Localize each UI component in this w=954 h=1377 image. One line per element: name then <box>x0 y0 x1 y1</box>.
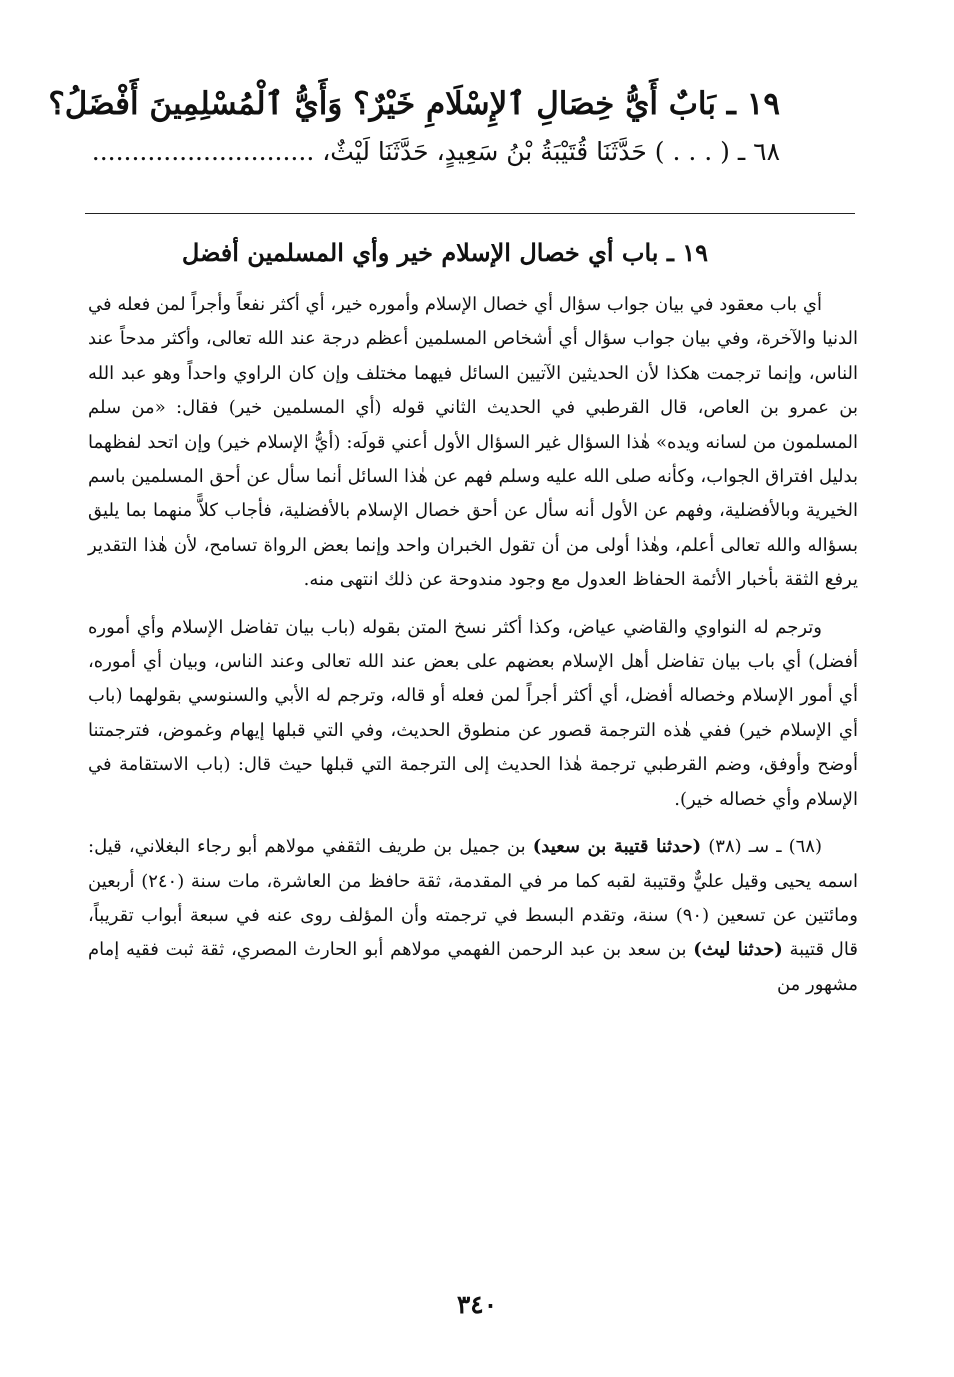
chapter-heading: ١٩ ـ بَابٌ أَيُّ خِصَالِ ٱلإِسْلَامِ خَيْرٌ؟ وَأَيُّ ٱلْمُسْلِمِينَ أَفْضَلُ؟ <box>48 86 780 122</box>
narrator-qutaybah: (حدثنا قتيبة بن سعيد) <box>532 836 702 858</box>
hadith-chain-line: ٦٨ ـ ( . . . ) حَدَّثَنَا قُتَيْبَةُ بْنُ سَعِيدٍ، حَدَّثَنَا لَيْثٌ، ............................ <box>91 137 780 166</box>
hadith-text-block <box>48 78 780 174</box>
narrator-layth-bio: بن سعد بن عبد الرحمن الفهمي مولاهم أبو الحارث المصري، ثقة ثبت فقيه إمام مشهور من <box>88 939 858 995</box>
commentary-paragraph-1: أي باب معقود في بيان جواب سؤال أي خصال الإسلام وأموره خير، أي أكثر نفعاً وأجراً لمن فعله في الدنيا والآخرة، وفي بيان جواب سؤال أي أشخاص المسلمين أعظم درجة عند الله تعالى، وأكثر مدحاً عند الناس، وإنما ترجمت هكذا لأن الحديثين الآتيين السائل فيهما مختلف وإن كان الراوي واحداً وهو عبد الله بن عمرو بن العاص، قال القرطبي في الحديث الثاني قوله (أي المسلمين خير) فقال: «من سلم المسلمون من لسانه ويده» هٰذا السؤال غير السؤال الأول أعني قولَه: (أيُّ الإسلام خير) وإن اتحد لفظهما بدليل افتراق الجواب، وكأنه صلى الله عليه وسلم فهم عن هٰذا السائل أنما سأل عن أحق المسلمين باسم الخيرية وبالأفضلية، وفهم عن الأول أنه سأل عن أحق خصال الإسلام بالأفضلية، فأجاب كلاًّ منهما بما يليق بسؤاله والله تعالى أعلم، وهٰذا أولى من أن تقول الخبران واحد وإنما بعض الرواة تسامح، لأن هٰذا التقدير يرفع الثقة بأخبار الأئمة الحفاظ العدول مع وجود مندوحة عن ذلك انتهى منه. <box>88 294 858 591</box>
narrator-qutaybah-bio: بن جميل بن طريف الثقفي مولاهم أبو رجاء البغلاني، قيل: اسمه يحيى وقيل عليٌّ وقتيبة لقبه كما مر في المقدمة، ثقة حافظ من العاشرة، مات سنة (٢٤٠) أربعين ومائتين عن تسعين (٩٠) سنة، وتقدم البسط في ترجمته وأن المؤلف روى عنه في سبعة أبواب تقريباً، قال قتيبة <box>88 836 858 961</box>
commentary-heading: ١٩ ـ باب أي خصال الإسلام خير وأي المسلمين أفضل <box>181 238 708 267</box>
commentary-paragraph-2: وترجم له النواوي والقاضي عياض، وكذا أكثر نسخ المتن بقوله (باب بيان تفاضل الإسلام وأي أموره أفضل) أي باب بيان تفاضل أهل الإسلام بعضهم على بعض عند الله تعالى وعند الناس، وبيان أي أموره، أي أمور الإسلام وخصاله أفضل، أي أكثر أجراً لمن فعله أو قاله، وترجم له الأبي والسنوسي بقولهما (باب أي الإسلام خير) ففي هٰذه الترجمة قصور عن منطوق الحديث، وفي التي قبلها إيهام وغموض، فترجمتنا أوضح وأوفق، وضم القرطبي ترجمة هٰذا الحديث إلى الترجمة التي قبلها حيث قال: (باب الاستقامة في الإسلام وأي خصاله خير). <box>88 616 858 810</box>
page-number: ٣٤٠ <box>456 1290 498 1319</box>
commentary-paragraph-3 <box>88 830 858 1002</box>
commentary-block <box>88 230 858 1015</box>
hadith-number-label: (٦٨) ـ سـ (٣٨) <box>708 836 822 858</box>
section-divider <box>85 213 855 214</box>
narrator-layth: (حدثنا ليث) <box>693 939 783 961</box>
